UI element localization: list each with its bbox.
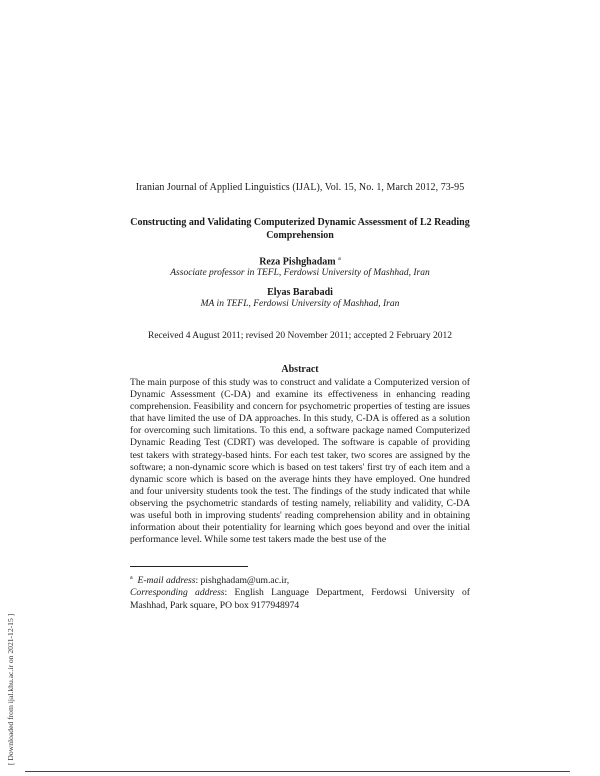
footnote-marker: a [130,575,133,581]
article-title: Constructing and Validating Computerized Dynamic Assessment of L2 Reading Comprehension [130,217,470,241]
abstract-text: The main purpose of this study was to construct and validate a Computerized version of Dynamic Assessment (C-DA) and examine its effectiveness in enhancing reading comprehension. Feasibility and concern for psychometric properties of testing are issues that have limited the use of DA approaches. In this study, C-DA is offered as a solution for overcoming such limitations. To this end, a software package named Computerized Dynamic Reading Test (CDRT) was developed. The software is capable of providing test takers with strategy-based hints. For each test taker, two scores are assigned by the software; a non-dynamic score which is based on test takers' first try of each item and a dynamic score which is based on the average hints they have employed. One hundred and four university students took the test. The findings of the study indicated that while observing the psychometric standards of testing namely, reliability and validity, C-DA was useful both in improving students' reading comprehension ability and in obtaining information about their potentiality for learning which goes beyond and over the initial performance level. While some test takers made the best use of the [130,377,470,546]
corresponding-label: Corresponding address [130,587,225,599]
author-affiliation-2: MA in TEFL, Ferdowsi University of Mashhad, Iran [200,299,400,309]
author-name-1 [0,256,600,267]
email-address: : pishghadam@um.ac.ir, [195,575,290,587]
download-watermark: [ Downloaded from ijal.khu.ac.ir on 2021-12-15 ] [6,613,15,765]
author-name-2: Elyas Barabadi [267,287,333,298]
journal-header: Iranian Journal of Applied Linguistics (IJAL), Vol. 15, No. 1, March 2012, 73-95 [135,182,465,193]
email-label: E-mail address [137,575,196,587]
footnotes [130,572,470,612]
author-affiliation-1: Associate professor in TEFL, Ferdowsi University of Mashhad, Iran [170,268,430,278]
corresponding-address: : English Language Department, Ferdowsi University of Mashhad, Park square, PO box 9177948974 [130,587,470,611]
abstract-heading: Abstract [281,364,319,375]
page-bottom-rule [25,771,570,772]
author-1-marker: a [338,256,341,262]
author-name-1-text: Reza Pishghadam [259,256,336,268]
footnote-divider [130,566,248,567]
article-dates: Received 4 August 2011; revised 20 November 2011; accepted 2 February 2012 [147,331,452,341]
